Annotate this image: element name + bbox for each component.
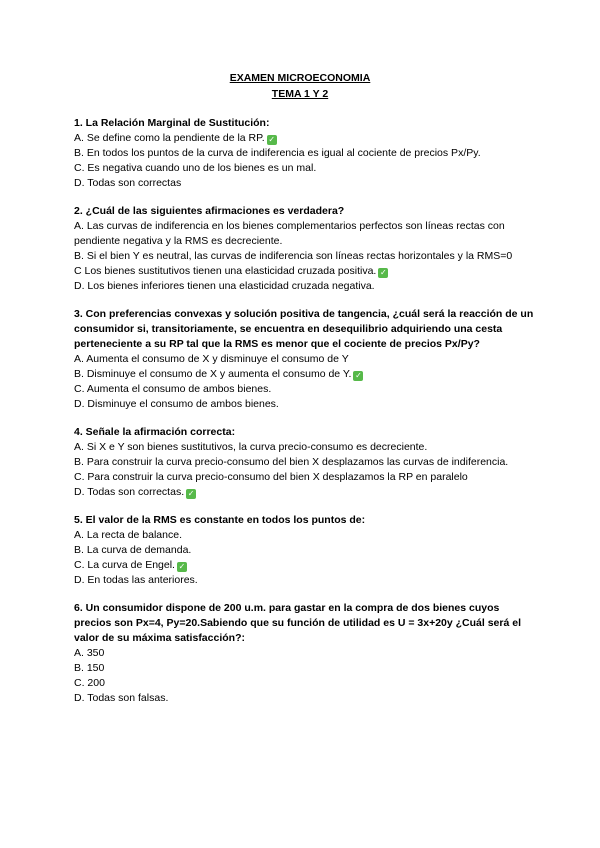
answer-option-text: B. La curva de demanda. bbox=[74, 544, 192, 556]
answer-option bbox=[74, 131, 534, 146]
answer-option-text: A. Las curvas de indiferencia en los bienes complementarios perfectos son líneas rectas con pendiente negativa y la RMS es decreciente. bbox=[74, 220, 505, 247]
answer-option-text: B. Para construir la curva precio-consumo del bien X desplazamos las curvas de indiferencia. bbox=[74, 456, 509, 468]
answer-option bbox=[74, 470, 534, 485]
answer-option bbox=[74, 176, 534, 191]
question-title: 2. ¿Cuál de las siguientes afirmaciones es verdadera? bbox=[74, 205, 345, 217]
answer-option bbox=[74, 397, 534, 412]
exam-subtitle: TEMA 1 Y 2 bbox=[271, 88, 329, 100]
answer-option bbox=[74, 573, 534, 588]
answer-option bbox=[74, 279, 534, 294]
answer-option bbox=[74, 528, 534, 543]
questions-list bbox=[74, 116, 534, 719]
correct-check-icon: ✓ bbox=[355, 371, 362, 380]
answer-option bbox=[74, 661, 534, 676]
answer-option-text: A. Se define como la pendiente de la RP. bbox=[74, 132, 265, 144]
question-title: 6. Un consumidor dispone de 200 u.m. para gastar en la compra de dos bienes cuyos precios son Px=4, Py=20.Sabiendo que su función de utilidad es U = 3x+20y ¿Cuál será el valor de su máxima satisfacción?: bbox=[74, 602, 521, 644]
correct-check-icon: ✓ bbox=[187, 489, 195, 498]
question-title: 4. Señale la afirmación correcta: bbox=[74, 426, 236, 438]
correct-check-icon: ✓ bbox=[178, 562, 186, 571]
correct-check-icon: ✓ bbox=[268, 135, 276, 144]
answer-option bbox=[74, 485, 534, 500]
answer-option bbox=[74, 146, 534, 161]
answer-option bbox=[74, 352, 534, 367]
answer-option-text: D. En todas las anteriores. bbox=[74, 574, 198, 586]
question-title: 1. La Relación Marginal de Sustitución: bbox=[74, 117, 270, 129]
answer-option bbox=[74, 455, 534, 470]
answer-option-text: C. La curva de Engel. bbox=[74, 559, 175, 571]
answer-option bbox=[74, 440, 534, 455]
answer-option-text: A. Aumenta el consumo de X y disminuye el consumo de Y bbox=[74, 353, 349, 365]
answer-option bbox=[74, 646, 534, 661]
answer-option bbox=[74, 558, 534, 573]
answer-option-text: C. Es negativa cuando uno de los bienes es un mal. bbox=[74, 162, 317, 174]
answer-option bbox=[74, 676, 534, 691]
question-6 bbox=[74, 601, 534, 706]
exam-title: EXAMEN MICROECONOMIA bbox=[229, 72, 371, 84]
question-4 bbox=[74, 425, 534, 500]
answer-option bbox=[74, 543, 534, 558]
answer-option-text: C. 200 bbox=[74, 677, 105, 689]
answer-option-text: D. Disminuye el consumo de ambos bienes. bbox=[74, 398, 279, 410]
answer-option-text: B. Disminuye el consumo de X y aumenta el consumo de Y. bbox=[74, 368, 352, 380]
answer-option bbox=[74, 249, 534, 264]
answer-option-text: B. 150 bbox=[74, 662, 105, 674]
answer-option-text: A. Si X e Y son bienes sustitutivos, la curva precio-consumo es decreciente. bbox=[74, 441, 428, 453]
answer-option bbox=[74, 382, 534, 397]
question-5 bbox=[74, 513, 534, 588]
answer-option-text: A. La recta de balance. bbox=[74, 529, 182, 541]
answer-option-text: D. Los bienes inferiores tienen una elasticidad cruzada negativa. bbox=[74, 280, 375, 292]
answer-option-text: D. Todas son correctas bbox=[74, 177, 182, 189]
answer-option bbox=[74, 219, 534, 249]
answer-option bbox=[74, 264, 534, 279]
answer-option bbox=[74, 691, 534, 706]
answer-option bbox=[74, 161, 534, 176]
answer-option bbox=[74, 367, 534, 382]
answer-option-text: D. Todas son falsas. bbox=[74, 692, 169, 704]
question-2 bbox=[74, 204, 534, 294]
question-3 bbox=[74, 307, 534, 412]
answer-option-text: B. En todos los puntos de la curva de indiferencia es igual al cociente de precios Px/Py. bbox=[74, 147, 481, 159]
answer-option-text: C. Aumenta el consumo de ambos bienes. bbox=[74, 383, 272, 395]
question-title: 3. Con preferencias convexas y solución positiva de tangencia, ¿cuál será la reacción de un consumidor si, transitoriamente, se encuentra en desequilibrio adquiriendo una cesta perteneciente a su RP tal que la RMS es menor que el cociente de precios Px/Py? bbox=[74, 308, 534, 350]
answer-option-text: A. 350 bbox=[74, 647, 105, 659]
answer-option-text: C Los bienes sustitutivos tienen una elasticidad cruzada positiva. bbox=[74, 265, 377, 277]
question-title: 5. El valor de la RMS es constante en todos los puntos de: bbox=[74, 514, 366, 526]
answer-option-text: D. Todas son correctas. bbox=[74, 486, 185, 498]
question-1 bbox=[74, 116, 534, 191]
correct-check-icon: ✓ bbox=[379, 268, 387, 277]
answer-option-text: C. Para construir la curva precio-consumo del bien X desplazamos la RP en paralelo bbox=[74, 471, 468, 483]
answer-option-text: B. Si el bien Y es neutral, las curvas de indiferencia son líneas rectas horizontales y la RMS=0 bbox=[74, 250, 513, 262]
